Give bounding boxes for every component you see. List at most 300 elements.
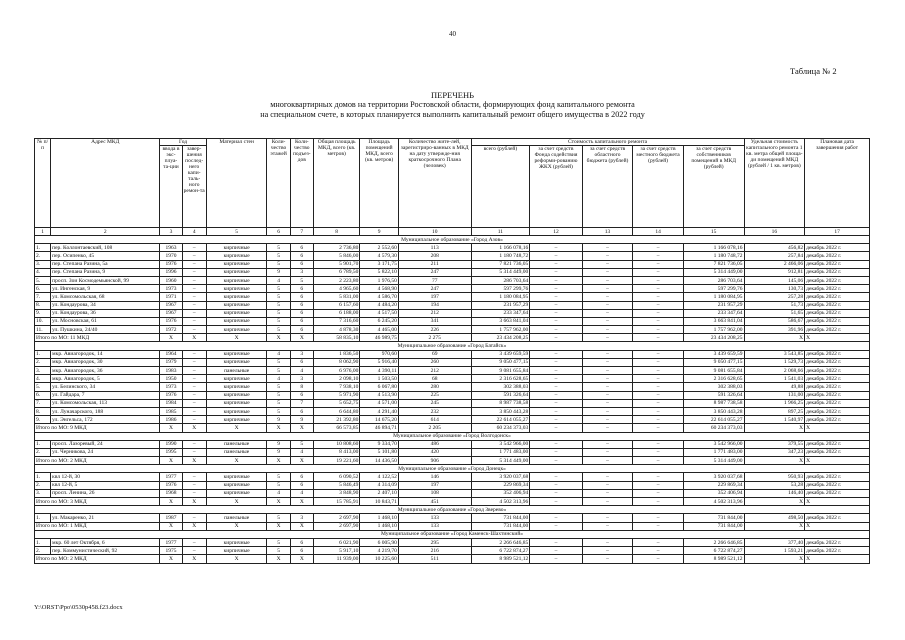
table-cell: декабрь 2022 г. bbox=[805, 276, 870, 284]
table-cell: 4 513,90 bbox=[360, 391, 398, 399]
table-cell: – bbox=[582, 416, 633, 424]
table-body bbox=[35, 236, 870, 564]
table-cell: – bbox=[530, 301, 583, 309]
table-cell: декабрь 2022 г. bbox=[805, 309, 870, 317]
table-cell: кирпичные bbox=[206, 538, 267, 546]
table-cell: 1972 bbox=[160, 326, 182, 334]
table-cell: – bbox=[530, 367, 583, 375]
table-cell: 302 388,03 bbox=[683, 383, 744, 391]
total-cell: X bbox=[160, 424, 182, 432]
table-cell: панельные bbox=[206, 514, 267, 522]
table-cell: 1983 bbox=[160, 367, 182, 375]
total-cell: X bbox=[744, 522, 805, 530]
table-cell: просп. Ленина, 26 bbox=[51, 489, 160, 497]
total-cell: X bbox=[290, 334, 313, 342]
municipality-row bbox=[35, 342, 870, 350]
total-cell: 133 bbox=[398, 522, 471, 530]
table-cell: 4 bbox=[290, 367, 313, 375]
column-number: 8 bbox=[313, 228, 359, 236]
municipality-name: Муниципальное образование «Город Волгодонск» bbox=[35, 432, 870, 440]
table-cell: 1 541,03 bbox=[744, 375, 805, 383]
table-cell: просп. Лазоревый, 24 bbox=[51, 440, 160, 448]
table-cell: кирпичные bbox=[206, 268, 267, 276]
table-cell: 486 bbox=[398, 440, 471, 448]
table-cell: – bbox=[530, 481, 583, 489]
table-cell: – bbox=[633, 244, 684, 252]
table-cell: 145,06 bbox=[744, 276, 805, 284]
table-cell: мкр. Авиагородок, 5 bbox=[51, 375, 160, 383]
table-cell: 5 bbox=[267, 399, 290, 407]
table-cell: – bbox=[182, 285, 206, 293]
table-cell: – bbox=[633, 416, 684, 424]
table-cell: 1 836,50 bbox=[313, 350, 359, 358]
table-cell: – bbox=[530, 350, 583, 358]
table-cell: ул. Кондаурова, 36 bbox=[51, 309, 160, 317]
table-cell: – bbox=[182, 547, 206, 555]
total-cell: – bbox=[582, 498, 633, 506]
column-number: 9 bbox=[360, 228, 398, 236]
total-cell: 8 989 521,12 bbox=[471, 555, 530, 563]
table-cell: 6 bbox=[290, 326, 313, 334]
table-cell: – bbox=[182, 350, 206, 358]
table-cell: 7 821 736,05 bbox=[471, 260, 530, 268]
table-cell: 226 bbox=[398, 326, 471, 334]
table-cell: 77 bbox=[398, 276, 471, 284]
total-cell: X bbox=[744, 457, 805, 465]
table-cell: 1973 bbox=[160, 383, 182, 391]
table-row bbox=[35, 473, 870, 481]
total-row bbox=[35, 457, 870, 465]
table-cell: 1996 bbox=[160, 268, 182, 276]
table-cell: панельные bbox=[206, 440, 267, 448]
table-cell: 229 869,34 bbox=[683, 481, 744, 489]
header-entrances: Коли-чество подъез-дов bbox=[290, 139, 313, 228]
table-cell: 3 920 037,68 bbox=[471, 473, 530, 481]
total-cell: X bbox=[805, 498, 870, 506]
table-cell: 5 bbox=[267, 407, 290, 415]
table-cell: 6 067,80 bbox=[360, 383, 398, 391]
table-cell: 8 987 738,58 bbox=[683, 399, 744, 407]
total-cell: 5 314 449,00 bbox=[683, 457, 744, 465]
table-cell: – bbox=[182, 326, 206, 334]
table-cell: 257,84 bbox=[744, 252, 805, 260]
table-cell: – bbox=[633, 440, 684, 448]
table-cell: 4 579,30 bbox=[360, 252, 398, 260]
table-cell: 5 bbox=[267, 260, 290, 268]
table-cell: 6 bbox=[290, 285, 313, 293]
total-cell: 10 843,71 bbox=[360, 498, 398, 506]
table-cell: – bbox=[182, 399, 206, 407]
table-cell: – bbox=[530, 375, 583, 383]
total-cell: 906 bbox=[398, 457, 471, 465]
total-cell: X bbox=[206, 555, 267, 563]
table-cell: 6 bbox=[290, 301, 313, 309]
table-cell: – bbox=[182, 317, 206, 325]
table-cell: панельные bbox=[206, 367, 267, 375]
table-cell: 5 bbox=[267, 317, 290, 325]
table-cell: 5 bbox=[267, 252, 290, 260]
table-cell: 5 bbox=[290, 276, 313, 284]
table-cell: – bbox=[530, 448, 583, 456]
total-cell: X bbox=[206, 424, 267, 432]
table-cell: декабрь 2022 г. bbox=[805, 489, 870, 497]
table-cell: кирпичные bbox=[206, 407, 267, 415]
document-subtitle-line1: многоквартирных домов на территории Ростовской области, формирующих фонд капитального ремонта bbox=[270, 100, 635, 109]
table-cell: ул. Ингенская, 9 bbox=[51, 285, 160, 293]
table-cell: 7 316,60 bbox=[313, 317, 359, 325]
table-cell: 194 bbox=[398, 301, 471, 309]
table-cell: 1976 bbox=[160, 481, 182, 489]
table-cell: 1964 bbox=[160, 350, 182, 358]
table-header bbox=[35, 139, 870, 236]
table-cell: – bbox=[582, 481, 633, 489]
table-cell: 6 bbox=[290, 358, 313, 366]
table-cell: 22 614 055,27 bbox=[683, 416, 744, 424]
total-cell: X bbox=[182, 457, 206, 465]
total-label: Итого по МО: 2 МКД bbox=[35, 555, 160, 563]
table-row bbox=[35, 489, 870, 497]
table-cell: 498,50 bbox=[744, 514, 805, 522]
table-cell: – bbox=[582, 383, 633, 391]
table-cell: 341 bbox=[398, 317, 471, 325]
total-cell: 4 502 313,96 bbox=[471, 498, 530, 506]
table-cell: 6 644,80 bbox=[313, 407, 359, 415]
table-cell: – bbox=[182, 367, 206, 375]
table-cell: – bbox=[582, 399, 633, 407]
total-label: Итого по МО: 9 МКД bbox=[35, 424, 160, 432]
table-cell: 5. bbox=[35, 276, 51, 284]
table-cell: ул. Комсомольская, 113 bbox=[51, 399, 160, 407]
document-subtitle-line2: на специальном счете, в которых планируется выполнить капитальный ремонт общего имущества в 2022 году bbox=[260, 110, 645, 119]
table-row bbox=[35, 252, 870, 260]
total-label: Итого по МО: 1 МКД bbox=[35, 522, 160, 530]
table-cell: 232 bbox=[398, 407, 471, 415]
table-cell: 286 703,64 bbox=[471, 276, 530, 284]
table-row bbox=[35, 481, 870, 489]
table-cell: 6 bbox=[290, 260, 313, 268]
table-cell: 131,00 bbox=[744, 391, 805, 399]
table-cell: 257,28 bbox=[744, 293, 805, 301]
table-cell: мкр. Авиагородок, 14 bbox=[51, 350, 160, 358]
table-cell: 3 bbox=[290, 514, 313, 522]
table-cell: 260 bbox=[398, 358, 471, 366]
column-number: 10 bbox=[398, 228, 471, 236]
table-cell: – bbox=[530, 276, 583, 284]
table-cell: 4 571,00 bbox=[360, 399, 398, 407]
table-cell: 597 299,76 bbox=[683, 285, 744, 293]
total-cell: – bbox=[530, 424, 583, 432]
table-cell: – bbox=[633, 326, 684, 334]
table-cell: 6 bbox=[290, 538, 313, 546]
total-cell: X bbox=[182, 424, 206, 432]
table-row bbox=[35, 375, 870, 383]
table-row bbox=[35, 383, 870, 391]
total-cell: – bbox=[582, 457, 633, 465]
table-cell: 1 593,21 bbox=[744, 547, 805, 555]
total-cell: 66 573,85 bbox=[313, 424, 359, 432]
table-cell: – bbox=[182, 473, 206, 481]
table-cell: – bbox=[582, 317, 633, 325]
table-cell: 5 bbox=[267, 547, 290, 555]
table-cell: – bbox=[582, 407, 633, 415]
table-cell: 1 180 084,95 bbox=[471, 293, 530, 301]
municipality-name: Муниципальное образование «Город Донецк» bbox=[35, 465, 870, 473]
total-cell: – bbox=[582, 555, 633, 563]
table-cell: 6. bbox=[35, 391, 51, 399]
total-cell: X bbox=[206, 498, 267, 506]
table-row bbox=[35, 538, 870, 546]
table-cell: кирпичные bbox=[206, 489, 267, 497]
table-cell: – bbox=[530, 399, 583, 407]
table-cell: декабрь 2022 г. bbox=[805, 301, 870, 309]
table-cell: декабрь 2022 г. bbox=[805, 358, 870, 366]
table-cell: 5 bbox=[267, 358, 290, 366]
table-row bbox=[35, 276, 870, 284]
table-cell: 212 bbox=[398, 367, 471, 375]
total-cell: 11 939,00 bbox=[313, 555, 359, 563]
buildings-table bbox=[34, 138, 870, 564]
total-cell: – bbox=[633, 334, 684, 342]
table-row bbox=[35, 244, 870, 252]
table-cell: 1976 bbox=[160, 260, 182, 268]
table-cell: – bbox=[582, 276, 633, 284]
table-cell: 1 166 078,16 bbox=[683, 244, 744, 252]
table-cell: – bbox=[182, 538, 206, 546]
table-cell: 3 543,85 bbox=[744, 350, 805, 358]
table-cell: панельные bbox=[206, 448, 267, 456]
table-cell: – bbox=[633, 473, 684, 481]
column-number: 3 bbox=[160, 228, 182, 236]
column-number: 13 bbox=[582, 228, 633, 236]
table-cell: 208 bbox=[398, 252, 471, 260]
table-cell: – bbox=[182, 448, 206, 456]
table-cell: 14 675,20 bbox=[360, 416, 398, 424]
table-cell: – bbox=[582, 260, 633, 268]
table-row bbox=[35, 547, 870, 555]
total-cell: X bbox=[267, 498, 290, 506]
table-cell: квл 12-й, 5 bbox=[51, 481, 160, 489]
table-cell: – bbox=[182, 301, 206, 309]
table-cell: 1979 bbox=[160, 358, 182, 366]
table-cell: 113 bbox=[398, 244, 471, 252]
table-cell: 352 406,94 bbox=[683, 489, 744, 497]
table-cell: 1. bbox=[35, 514, 51, 522]
table-cell: кирпичные bbox=[206, 547, 267, 555]
table-cell: – bbox=[582, 391, 633, 399]
table-cell: – bbox=[633, 358, 684, 366]
table-cell: 8. bbox=[35, 301, 51, 309]
total-cell: 2 205 bbox=[398, 424, 471, 432]
header-cost-regional: за счет средств областного бюджета (рублей) bbox=[582, 146, 633, 228]
column-number: 7 bbox=[290, 228, 313, 236]
header-cost-group: Стоимость капитального ремонта bbox=[471, 139, 744, 146]
table-cell: 7. bbox=[35, 399, 51, 407]
table-cell: – bbox=[530, 514, 583, 522]
total-row bbox=[35, 498, 870, 506]
table-cell: 9. bbox=[35, 309, 51, 317]
table-cell: кирпичные bbox=[206, 391, 267, 399]
header-residents: Количество жите-лей, зарегистриро-ванных в МКД на дату утвержде-ния краткосрочного Плана (человек) bbox=[398, 139, 471, 228]
header-cost-fund: за счет средств Фонда содействия реформи-рованию ЖКХ (рублей) bbox=[530, 146, 583, 228]
table-cell: 5 bbox=[267, 383, 290, 391]
table-cell: декабрь 2022 г. bbox=[805, 383, 870, 391]
table-cell: 2. bbox=[35, 547, 51, 555]
table-cell: 1971 bbox=[160, 293, 182, 301]
table-cell: 5 bbox=[267, 244, 290, 252]
total-cell: X bbox=[267, 555, 290, 563]
total-cell: X bbox=[744, 424, 805, 432]
column-number: 16 bbox=[744, 228, 805, 236]
table-cell: – bbox=[633, 448, 684, 456]
table-cell: 6 722 874,27 bbox=[683, 547, 744, 555]
table-cell: 352 406,94 bbox=[471, 489, 530, 497]
table-cell: 731 844,00 bbox=[683, 514, 744, 522]
table-cell: 5 bbox=[267, 326, 290, 334]
table-cell: кирпичные bbox=[206, 383, 267, 391]
municipality-row bbox=[35, 236, 870, 244]
table-cell: – bbox=[182, 383, 206, 391]
table-cell: 1 966,25 bbox=[744, 399, 805, 407]
table-cell: – bbox=[633, 367, 684, 375]
total-cell: – bbox=[530, 555, 583, 563]
table-cell: – bbox=[633, 317, 684, 325]
table-cell: 1968 bbox=[160, 489, 182, 497]
table-cell: 4. bbox=[35, 268, 51, 276]
table-cell: – bbox=[633, 260, 684, 268]
total-cell: 60 234 373,03 bbox=[471, 424, 530, 432]
table-cell: 49,88 bbox=[744, 383, 805, 391]
table-cell: – bbox=[182, 268, 206, 276]
table-cell: 9 bbox=[267, 440, 290, 448]
table-cell: 3 542 966,00 bbox=[471, 440, 530, 448]
total-cell: – bbox=[633, 424, 684, 432]
table-cell: 280 bbox=[398, 383, 471, 391]
table-cell: 2 223,80 bbox=[313, 276, 359, 284]
table-cell: – bbox=[633, 547, 684, 555]
table-cell: 6 245,20 bbox=[360, 317, 398, 325]
table-cell: – bbox=[182, 260, 206, 268]
table-cell: декабрь 2022 г. bbox=[805, 416, 870, 424]
table-cell: 2 736,80 bbox=[313, 244, 359, 252]
table-cell: 2 098,10 bbox=[313, 375, 359, 383]
table-cell: 6 bbox=[290, 547, 313, 555]
table-cell: 1. bbox=[35, 440, 51, 448]
table-row bbox=[35, 260, 870, 268]
total-cell: – bbox=[582, 334, 633, 342]
table-cell: – bbox=[530, 326, 583, 334]
table-row bbox=[35, 309, 870, 317]
total-cell: X bbox=[805, 555, 870, 563]
table-cell: – bbox=[582, 538, 633, 546]
table-cell: 391,96 bbox=[744, 326, 805, 334]
table-cell: – bbox=[182, 244, 206, 252]
table-cell: 8 062,90 bbox=[313, 358, 359, 366]
table-cell: 6 bbox=[290, 481, 313, 489]
table-cell: – bbox=[582, 489, 633, 497]
total-cell: X bbox=[744, 555, 805, 563]
table-cell: 4 bbox=[267, 375, 290, 383]
table-cell: – bbox=[530, 407, 583, 415]
table-cell: 2 266 646,85 bbox=[471, 538, 530, 546]
table-cell: 1 166 078,16 bbox=[471, 244, 530, 252]
table-cell: – bbox=[582, 350, 633, 358]
table-cell: 3 171,75 bbox=[360, 260, 398, 268]
table-cell: 1967 bbox=[160, 309, 182, 317]
table-cell: 2 697,90 bbox=[313, 514, 359, 522]
table-cell: 302 388,03 bbox=[471, 383, 530, 391]
total-cell: X bbox=[206, 457, 267, 465]
table-cell: 9 050 477,15 bbox=[471, 358, 530, 366]
table-cell: 1975 bbox=[160, 547, 182, 555]
total-cell: 15 785,91 bbox=[313, 498, 359, 506]
table-cell: 11. bbox=[35, 326, 51, 334]
table-cell: – bbox=[182, 416, 206, 424]
table-cell: 4 291,40 bbox=[360, 407, 398, 415]
table-cell: 1 771 483,00 bbox=[683, 448, 744, 456]
total-cell: X bbox=[182, 555, 206, 563]
table-cell: 231 957,29 bbox=[471, 301, 530, 309]
table-cell: 6 bbox=[290, 252, 313, 260]
table-cell: кирпичные bbox=[206, 481, 267, 489]
table-cell: 1963 bbox=[160, 244, 182, 252]
table-cell: 2. bbox=[35, 448, 51, 456]
table-row bbox=[35, 268, 870, 276]
table-cell: 5 bbox=[267, 538, 290, 546]
table-cell: 1 180 084,95 bbox=[683, 293, 744, 301]
table-cell: 897,25 bbox=[744, 407, 805, 415]
table-cell: – bbox=[633, 268, 684, 276]
table-cell: кирпичные bbox=[206, 317, 267, 325]
table-cell: 247 bbox=[398, 285, 471, 293]
total-cell: X bbox=[182, 334, 206, 342]
table-cell: 6 188,00 bbox=[313, 309, 359, 317]
total-cell: 10 225,60 bbox=[360, 555, 398, 563]
table-cell: 3. bbox=[35, 260, 51, 268]
table-cell: ул. Черникова, 24 bbox=[51, 448, 160, 456]
table-cell: 5 846,00 bbox=[313, 252, 359, 260]
table-cell: декабрь 2022 г. bbox=[805, 514, 870, 522]
header-cost-total: всего (рублей) bbox=[471, 146, 530, 228]
column-number: 15 bbox=[683, 228, 744, 236]
table-cell: декабрь 2022 г. bbox=[805, 326, 870, 334]
table-cell: 3 920 037,68 bbox=[683, 473, 744, 481]
table-cell: 229 869,34 bbox=[471, 481, 530, 489]
total-cell: X bbox=[805, 457, 870, 465]
table-cell: пер. Степана Разина, 5а bbox=[51, 260, 160, 268]
table-cell: ул. Макаренко, 21 bbox=[51, 514, 160, 522]
document-title: ПЕРЕЧЕНЬ bbox=[431, 90, 474, 100]
table-cell: 1987 bbox=[160, 514, 182, 522]
municipality-row bbox=[35, 506, 870, 514]
table-cell: 4 314,09 bbox=[360, 481, 398, 489]
table-cell: кирпичные bbox=[206, 326, 267, 334]
table-cell: 233 347,64 bbox=[683, 309, 744, 317]
total-label: Итого по МО: 3 МКД bbox=[35, 498, 160, 506]
table-row bbox=[35, 285, 870, 293]
table-cell: 6. bbox=[35, 285, 51, 293]
header-year-group: Год bbox=[160, 139, 206, 146]
table-cell: 216 bbox=[398, 547, 471, 555]
table-cell: – bbox=[530, 252, 583, 260]
municipality-row bbox=[35, 465, 870, 473]
table-cell: 5 652,75 bbox=[313, 399, 359, 407]
table-cell: 3 bbox=[290, 350, 313, 358]
table-cell: – bbox=[530, 383, 583, 391]
table-cell: 379,55 bbox=[744, 440, 805, 448]
table-cell: 597 299,76 bbox=[471, 285, 530, 293]
table-cell: – bbox=[633, 350, 684, 358]
table-cell: 5 bbox=[267, 301, 290, 309]
